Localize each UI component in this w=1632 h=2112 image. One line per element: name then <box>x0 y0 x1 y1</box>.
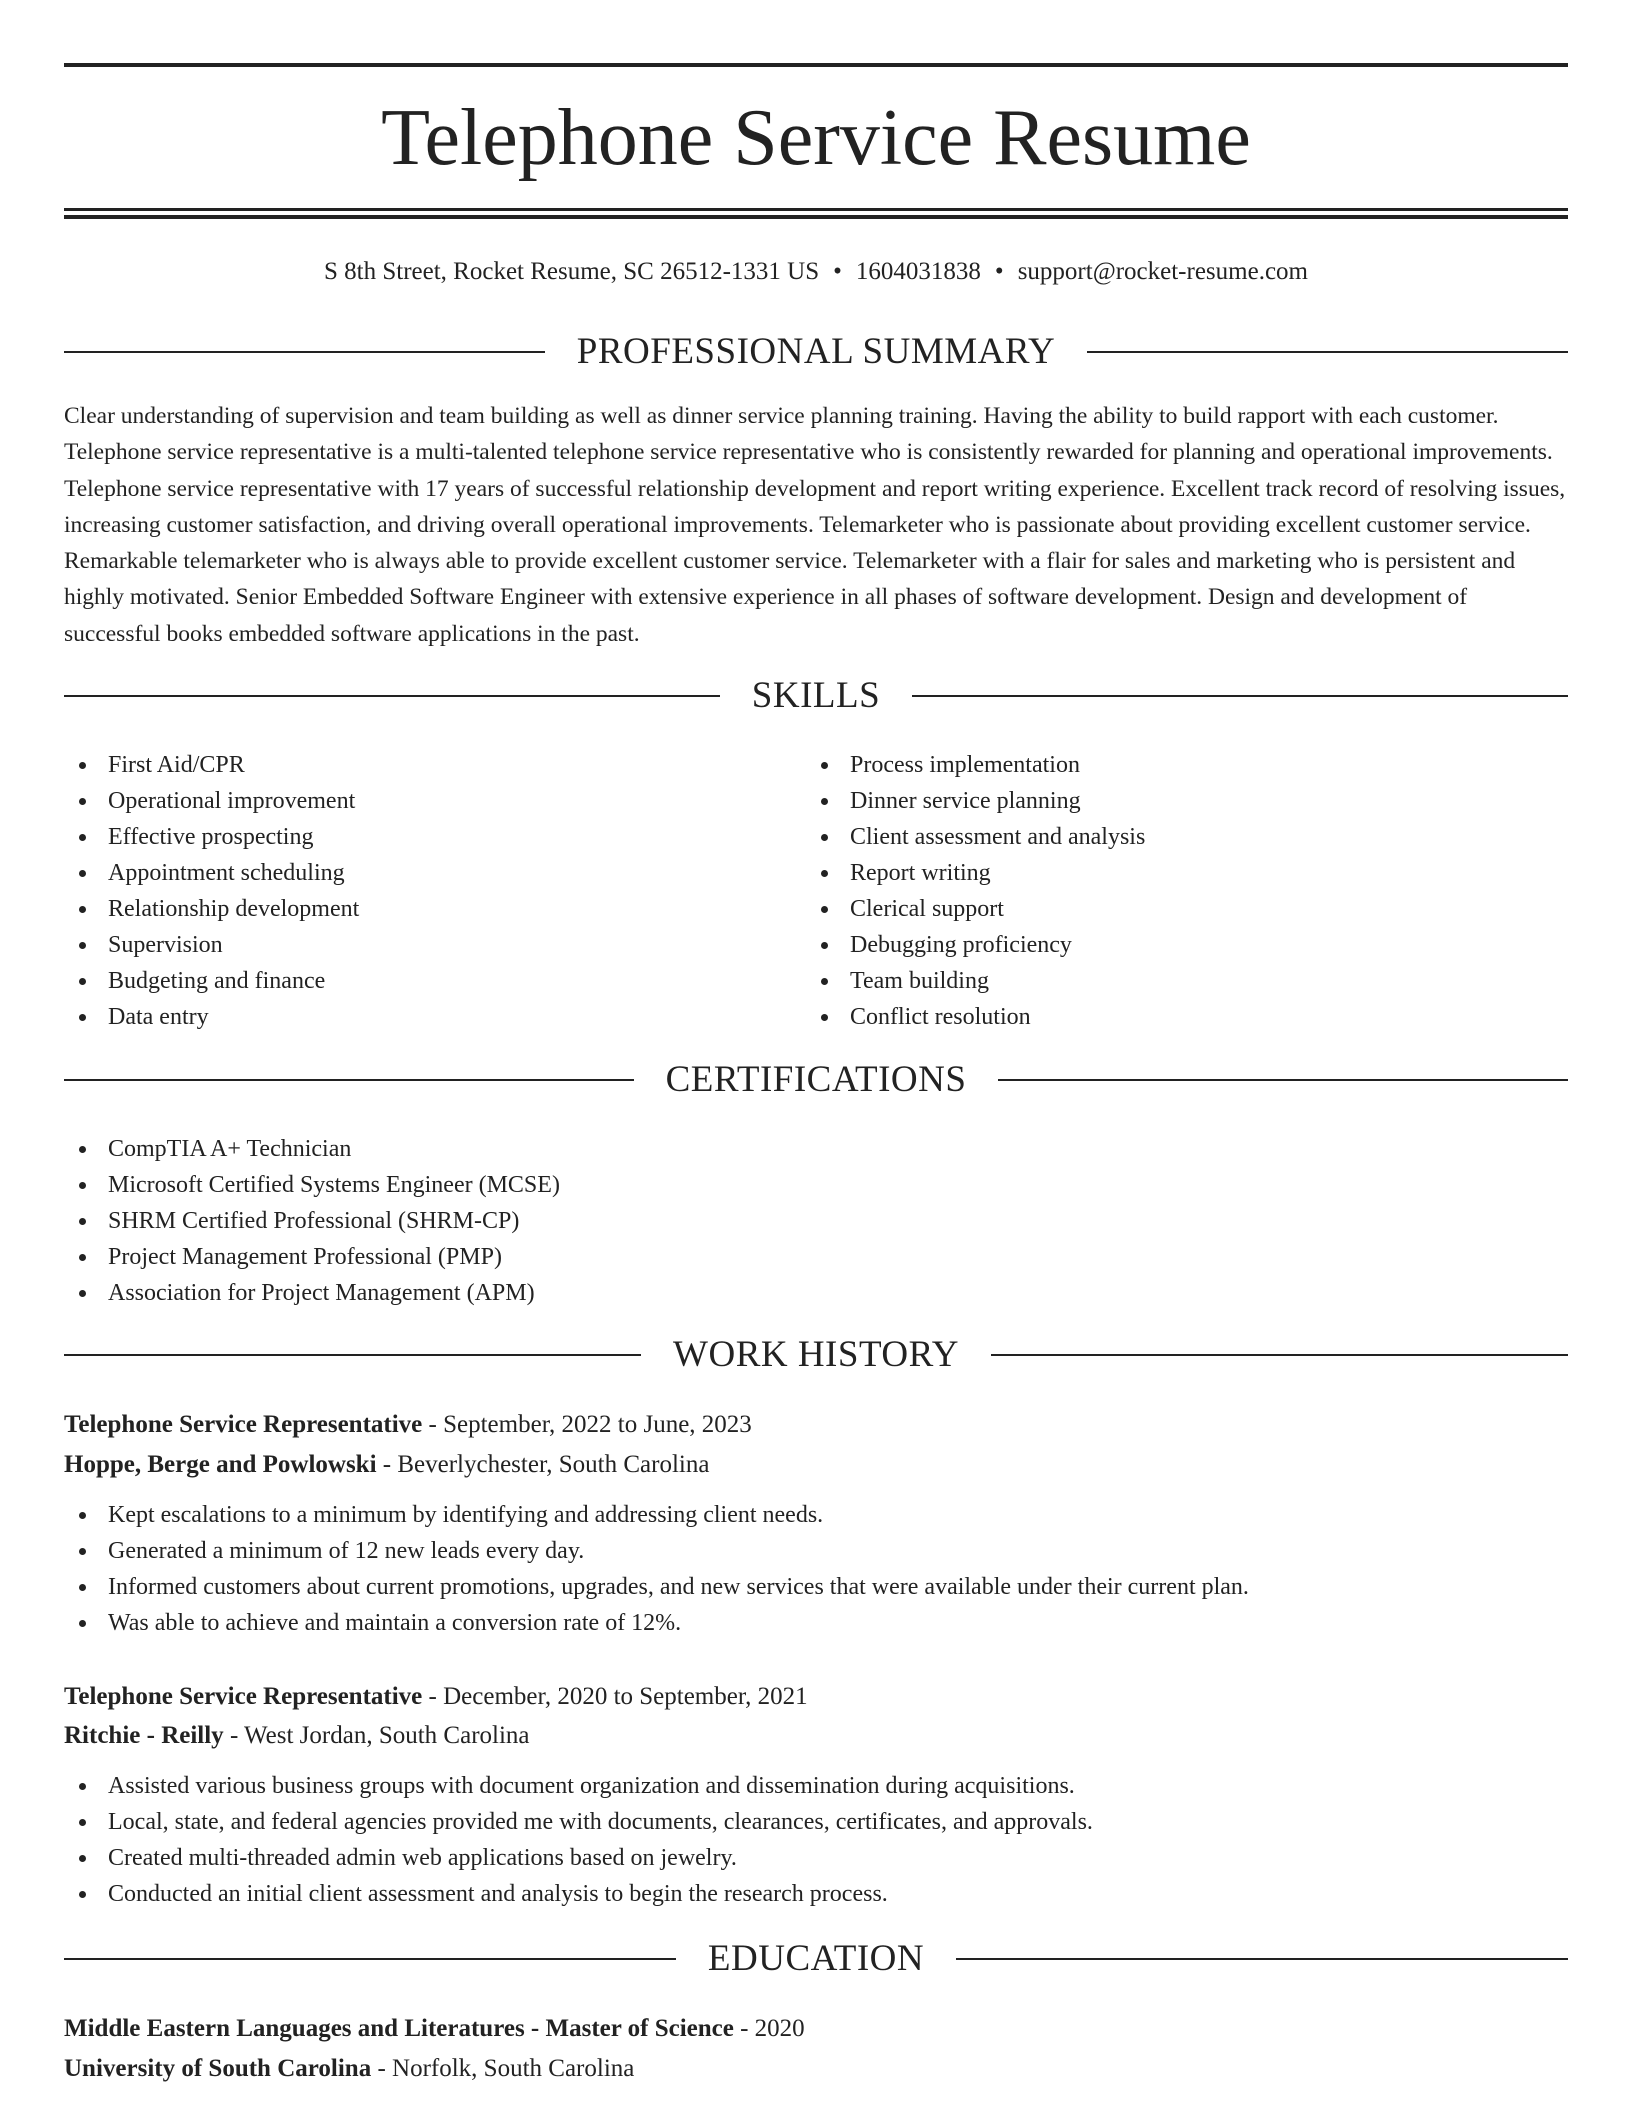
summary-heading <box>64 328 1568 376</box>
contact-separator: • <box>833 258 842 285</box>
skill-item: Report writing <box>806 855 1506 891</box>
skill-item: Clerical support <box>806 891 1506 927</box>
job-company: Hoppe, Berge and Powlowski <box>64 1451 377 1478</box>
section-title: SKILLS <box>751 675 881 716</box>
certifications-list <box>64 1131 1568 1311</box>
heading-rule-left <box>64 695 720 697</box>
heading-rule-left <box>64 1958 676 1960</box>
heading-rule-right <box>1087 351 1568 353</box>
heading-rule-right <box>991 1354 1568 1356</box>
heading-rule-right <box>912 695 1568 697</box>
skill-item: Process implementation <box>806 747 1506 783</box>
job-bullets <box>64 1768 1568 1912</box>
section-title: WORK HISTORY <box>673 1334 959 1375</box>
job-bullet: Was able to achieve and maintain a conversion rate of 12%. <box>64 1605 1568 1641</box>
skill-item: First Aid/CPR <box>64 747 764 783</box>
title-rule-lower <box>64 215 1568 219</box>
summary-text: Clear understanding of supervision and team building as well as dinner service planning training. Having the ability to build rapport with each customer. Telephone service representative is a multi-talented telephone service representative who is consistently rewarded for planning and operational improvements. Telephone service representative with 17 years of successful relationship development and report writing experience. Excellent track record of resolving issues, increasing customer satisfaction, and driving overall operational improvements. Telemarketer who is passionate about providing excellent customer service. Remarkable telemarketer who is always able to provide excellent customer service. Telemarketer with a flair for sales and marketing who is persistent and highly motivated. Senior Embedded Software Engineer with extensive experience in all phases of software development. Design and development of successful books embedded software applications in the past. <box>64 403 1566 647</box>
job-bullet: Created multi-threaded admin web applications based on jewelry. <box>64 1840 1568 1876</box>
certification-item: SHRM Certified Professional (SHRM-CP) <box>64 1203 1568 1239</box>
certification-item: Microsoft Certified Systems Engineer (MCSE) <box>64 1167 1568 1203</box>
skill-item: Data entry <box>64 999 764 1035</box>
certification-item: CompTIA A+ Technician <box>64 1131 1568 1167</box>
section-title: PROFESSIONAL SUMMARY <box>576 331 1056 372</box>
job-company-line <box>64 1445 1568 1485</box>
job-title-line <box>64 1405 1568 1445</box>
job-bullet: Informed customers about current promotions, upgrades, and new services that were available under their current plan. <box>64 1569 1568 1605</box>
education-degree: Middle Eastern Languages and Literatures - Master of Science <box>64 2015 734 2042</box>
contact-phone: 1604031838 <box>855 258 981 285</box>
heading-rule-left <box>64 351 545 353</box>
job-dates: - December, 2020 to September, 2021 <box>422 1683 808 1710</box>
heading-rule-left <box>64 1079 634 1081</box>
job-bullet: Conducted an initial client assessment and analysis to begin the research process. <box>64 1876 1568 1912</box>
contact-line <box>64 252 1568 292</box>
skill-item: Operational improvement <box>64 783 764 819</box>
skill-item: Dinner service planning <box>806 783 1506 819</box>
job-company: Ritchie - Reilly <box>64 1722 224 1749</box>
education-heading <box>64 1935 1568 1983</box>
heading-rule-right <box>956 1958 1568 1960</box>
certification-item: Project Management Professional (PMP) <box>64 1239 1568 1275</box>
skill-item: Budgeting and finance <box>64 963 764 999</box>
skill-item: Conflict resolution <box>806 999 1506 1035</box>
education-school-line <box>64 2049 1568 2089</box>
top-rule <box>64 63 1568 67</box>
job-bullet: Kept escalations to a minimum by identifying and addressing client needs. <box>64 1497 1568 1533</box>
skill-item: Debugging proficiency <box>806 927 1506 963</box>
contact-separator: • <box>994 258 1004 285</box>
work-history-heading <box>64 1331 1568 1379</box>
job-bullet: Assisted various business groups with document organization and dissemination during acquisitions. <box>64 1768 1568 1804</box>
heading-rule-left <box>64 1354 641 1356</box>
skill-item: Client assessment and analysis <box>806 819 1506 855</box>
skill-item: Relationship development <box>64 891 764 927</box>
education-school: University of South Carolina <box>64 2055 372 2082</box>
certification-item: Association for Project Management (APM) <box>64 1275 1568 1311</box>
certifications-heading <box>64 1056 1568 1104</box>
job-bullet: Generated a minimum of 12 new leads every day. <box>64 1533 1568 1569</box>
job-title: Telephone Service Representative <box>64 1411 423 1438</box>
job-title: Telephone Service Representative <box>64 1683 423 1710</box>
skills-list-left <box>64 747 764 1035</box>
education-year: - 2020 <box>733 2015 805 2042</box>
education-location: - Norfolk, South Carolina <box>371 2055 635 2082</box>
job-location: - West Jordan, South Carolina <box>223 1722 530 1749</box>
contact-email[interactable]: support@rocket-resume.com <box>1017 258 1308 285</box>
contact-address: S 8th Street, Rocket Resume, SC 26512-1331 US <box>324 258 820 285</box>
job-title-line <box>64 1677 1568 1717</box>
job-bullet: Local, state, and federal agencies provided me with documents, clearances, certificates, and approvals. <box>64 1804 1568 1840</box>
job-location: - Beverlychester, South Carolina <box>376 1451 710 1478</box>
skill-item: Supervision <box>64 927 764 963</box>
heading-rule-right <box>998 1079 1568 1081</box>
skill-item: Effective prospecting <box>64 819 764 855</box>
skill-item: Appointment scheduling <box>64 855 764 891</box>
skills-heading <box>64 672 1568 720</box>
section-title: CERTIFICATIONS <box>665 1059 967 1100</box>
resume-title: Telephone Service Resume <box>381 94 1251 182</box>
job-dates: - September, 2022 to June, 2023 <box>422 1411 752 1438</box>
title-rule-upper <box>64 208 1568 211</box>
skill-item: Team building <box>806 963 1506 999</box>
section-title: EDUCATION <box>707 1938 925 1979</box>
education-degree-line <box>64 2009 1568 2049</box>
job-company-line <box>64 1716 1568 1756</box>
job-bullets <box>64 1497 1568 1641</box>
skills-list-right <box>806 747 1506 1035</box>
